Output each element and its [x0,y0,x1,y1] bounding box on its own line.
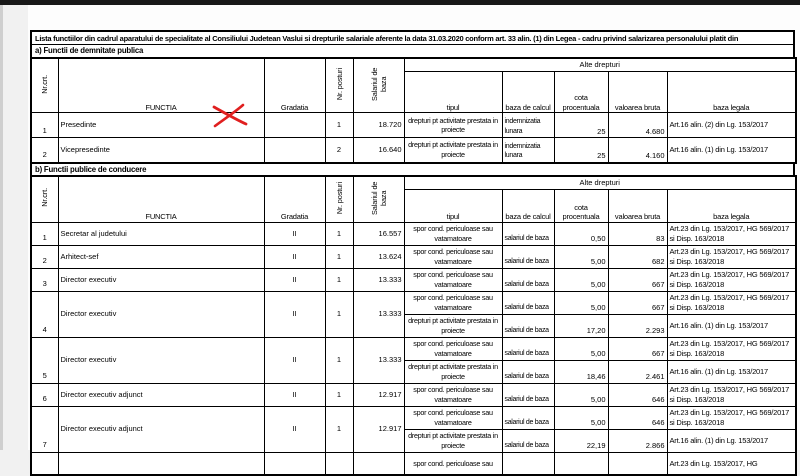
cell-gradatia [264,138,325,163]
cell-tipul: drepturi pt activitate prestata in proiecte [404,429,502,452]
col-header-nr [31,176,58,223]
cell-posturi: 1 [325,222,353,245]
cell-salariu: 16.557 [353,222,404,245]
cell-baza-calcul: salariul de baza [502,337,554,360]
col-header-cota: cota procentuala [554,189,608,222]
cell-cota: 25 [554,113,608,138]
cell-baza-calcul: indemnizatia lunara [502,138,554,163]
table-row [31,245,796,268]
cell-nr: 2 [31,245,58,268]
cell-baza-calcul: salariul de baza [502,222,554,245]
cell-gradatia [264,452,325,475]
col-header-functia: FUNCTIA [58,176,264,223]
table-row [31,268,796,291]
cell-baza-legala: Art.23 din Lg. 153/2017, HG 569/2017 si Disp. 163/2018 [667,383,796,406]
cell-nr: 6 [31,383,58,406]
cell-gradatia: II [264,406,325,452]
cell-baza-calcul: salariul de baza [502,360,554,383]
cell-gradatia: II [264,268,325,291]
cell-baza-calcul: indemnizatia lunara [502,113,554,138]
cell-nr: 1 [31,113,58,138]
cell-nr: 4 [31,291,58,337]
cell-functia: Director executiv [58,291,264,337]
cell-valoarea: 667 [608,337,667,360]
cell-baza-calcul: salariul de baza [502,291,554,314]
cell-cota: 5,00 [554,406,608,429]
cell-posturi: 1 [325,291,353,337]
col-header-cota: cota procentuala [554,72,608,113]
cell-gradatia [264,113,325,138]
cell-cota: 18,46 [554,360,608,383]
cell-tipul: spor cond. periculoase sau vatamatoare [404,245,502,268]
cell-cota: 5,00 [554,291,608,314]
cell-posturi: 1 [325,268,353,291]
col-header-salariul [353,58,404,113]
cell-baza-legala: Art.16 alin. (1) din Lg. 153/2017 [667,429,796,452]
cell-functia: Director executiv [58,337,264,383]
cell-valoarea: 4.680 [608,113,667,138]
table-functii-conducere [30,175,797,476]
cell-posturi: 1 [325,245,353,268]
cell-tipul: drepturi pt activitate prestata in proiecte [404,138,502,163]
col-header-baza-legala: baza legala [667,189,796,222]
cell-cota: 25 [554,138,608,163]
col-header-functia: FUNCTIA [58,58,264,113]
table-row [31,452,796,475]
cell-tipul: drepturi pt activitate prestata in proiecte [404,113,502,138]
table-demnitate-publica [30,57,797,164]
cell-cota: 5,00 [554,245,608,268]
cell-salariu [353,452,404,475]
cell-posturi: 2 [325,138,353,163]
col-header-posturi-label: Nr. posturi [335,182,344,214]
cell-salariu: 13.333 [353,337,404,383]
cell-tipul: spor cond. periculoase sau [404,452,502,475]
cell-baza-calcul: salariul de baza [502,383,554,406]
cell-tipul: drepturi pt activitate prestata in proiecte [404,360,502,383]
cell-cota: 22,19 [554,429,608,452]
cell-baza-legala: Art.23 din Lg. 153/2017, HG 569/2017 si Disp. 163/2018 [667,245,796,268]
col-header-gradatia: Gradatia [264,58,325,113]
table-row [31,337,796,360]
col-header-posturi [325,176,353,223]
cell-salariu: 18.720 [353,113,404,138]
cell-baza-legala: Art.16 alin. (1) din Lg. 153/2017 [667,360,796,383]
cell-functia: Director executiv [58,268,264,291]
table-row [31,222,796,245]
cell-gradatia: II [264,222,325,245]
cell-posturi: 1 [325,383,353,406]
salary-document [30,30,795,476]
cell-cota: 5,00 [554,337,608,360]
cell-salariu: 13.333 [353,268,404,291]
col-header-salariul-label: Salariul de baza [370,176,388,220]
cell-nr: 1 [31,222,58,245]
col-header-alte-drepturi: Alte drepturi [404,176,796,190]
section-b-title: b) Functii publice de conducere [30,162,795,177]
cell-baza-calcul: salariul de baza [502,245,554,268]
cell-valoarea: 83 [608,222,667,245]
cell-cota [554,452,608,475]
cell-baza-legala: Art.23 din Lg. 153/2017, HG [667,452,796,475]
cell-posturi: 1 [325,406,353,452]
table-row [31,113,796,138]
cell-nr: 2 [31,138,58,163]
cell-nr: 5 [31,337,58,383]
cell-baza-calcul [502,452,554,475]
section-a-title: a) Functii de demnitate publica [32,44,793,57]
cell-cota: 5,00 [554,383,608,406]
col-header-tipul: tipul [404,189,502,222]
cell-valoarea: 2.866 [608,429,667,452]
cell-baza-legala: Art.16 alin. (2) din Lg. 153/2017 [667,113,796,138]
cell-salariu: 13.624 [353,245,404,268]
table-row [31,406,796,429]
cell-baza-calcul: salariul de baza [502,406,554,429]
col-header-posturi [325,58,353,113]
cell-tipul: spor cond. periculoase sau vatamatoare [404,268,502,291]
cell-functia: Vicepresedinte [58,138,264,163]
cell-valoarea: 682 [608,245,667,268]
col-header-nr-label: Nr.crt. [40,75,49,94]
cell-functia: Secretar al judetului [58,222,264,245]
cell-baza-legala: Art.23 din Lg. 153/2017, HG 569/2017 si Disp. 163/2018 [667,337,796,360]
cell-functia: Presedinte [58,113,264,138]
cell-nr: 7 [31,406,58,452]
cell-posturi: 1 [325,113,353,138]
table-row [31,138,796,163]
cell-cota: 5,00 [554,268,608,291]
col-header-tipul: tipul [404,72,502,113]
cell-baza-calcul: salariul de baza [502,429,554,452]
col-header-nr-label: Nr.crt. [40,188,49,207]
cell-valoarea: 646 [608,406,667,429]
col-header-alte-drepturi: Alte drepturi [404,58,796,72]
cell-functia [58,452,264,475]
cell-gradatia: II [264,291,325,337]
cell-tipul: spor cond. periculoase sau vatamatoare [404,337,502,360]
cell-gradatia: II [264,383,325,406]
cell-valoarea: 667 [608,291,667,314]
cell-functia: Arhitect-sef [58,245,264,268]
col-header-posturi-label: Nr. posturi [335,68,344,100]
cell-gradatia: II [264,337,325,383]
cell-baza-legala: Art.16 alin. (1) din Lg. 153/2017 [667,138,796,163]
cell-valoarea: 2.461 [608,360,667,383]
cell-functia: Director executiv adjunct [58,383,264,406]
col-header-salariul-label: Salariul de baza [370,62,388,106]
col-header-gradatia: Gradatia [264,176,325,223]
cell-baza-legala: Art.23 din Lg. 153/2017, HG 569/2017 si Disp. 163/2018 [667,406,796,429]
cell-valoarea: 646 [608,383,667,406]
cell-tipul: spor cond. periculoase sau vatamatoare [404,383,502,406]
cell-posturi [325,452,353,475]
cell-cota: 0,50 [554,222,608,245]
cell-valoarea [608,452,667,475]
cell-tipul: spor cond. periculoase sau vatamatoare [404,222,502,245]
col-header-salariul [353,176,404,223]
cell-functia: Director executiv adjunct [58,406,264,452]
cell-tipul: spor cond. periculoase sau vatamatoare [404,291,502,314]
window-left-edge [0,5,3,450]
cell-valoarea: 4.160 [608,138,667,163]
cell-valoarea: 2.293 [608,314,667,337]
cell-salariu: 12.917 [353,406,404,452]
cell-baza-legala: Art.23 din Lg. 153/2017, HG 569/2017 si Disp. 163/2018 [667,222,796,245]
cell-baza-legala: Art.16 alin. (1) din Lg. 153/2017 [667,314,796,337]
cell-salariu: 12.917 [353,383,404,406]
cell-tipul: drepturi pt activitate prestata in proiecte [404,314,502,337]
document-header [30,30,795,59]
col-header-baza-calcul: baza de calcul [502,72,554,113]
col-header-valoarea: valoarea bruta [608,72,667,113]
cell-nr: 3 [31,268,58,291]
col-header-baza-calcul: baza de calcul [502,189,554,222]
cell-baza-calcul: salariul de baza [502,268,554,291]
cell-salariu: 16.640 [353,138,404,163]
cell-baza-legala: Art.23 din Lg. 153/2017, HG 569/2017 si Disp. 163/2018 [667,268,796,291]
col-header-valoarea: valoarea bruta [608,189,667,222]
cell-gradatia: II [264,245,325,268]
cell-valoarea: 667 [608,268,667,291]
table-row [31,291,796,314]
cell-posturi: 1 [325,337,353,383]
cell-baza-calcul: salariul de baza [502,314,554,337]
col-header-nr [31,58,58,113]
document-title: Lista functiilor din cadrul aparatului de specialitate al Consiliului Judetean Vaslui si drepturile salariale aferente la data 31.03.2020 conform art. 33 alin. (1) din Legea - cadru privind salarizarea personalului platit din [32,32,793,44]
col-header-baza-legala: baza legala [667,72,796,113]
cell-salariu: 13.333 [353,291,404,337]
cell-tipul: spor cond. periculoase sau vatamatoare [404,406,502,429]
cell-nr [31,452,58,475]
cell-cota: 17,20 [554,314,608,337]
cell-baza-legala: Art.23 din Lg. 153/2017, HG 569/2017 si Disp. 163/2018 [667,291,796,314]
table-row [31,383,796,406]
